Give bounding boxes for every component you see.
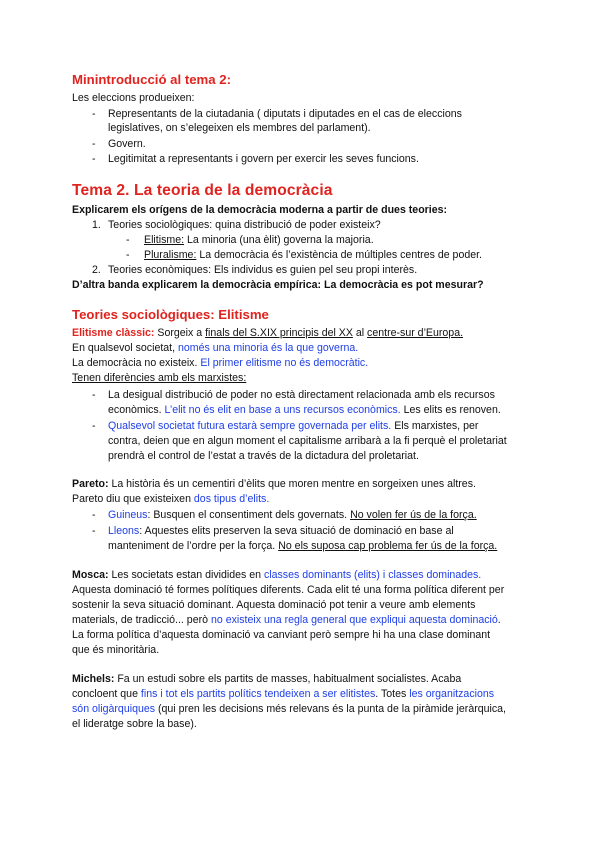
sub-item-elitisme (144, 234, 374, 247)
text-span: . Totes (375, 688, 410, 700)
pareto-label: Pareto: (72, 478, 109, 490)
sub-item-pluralisme (144, 249, 482, 262)
highlight-oligarquiques: són oligàrquiques (72, 703, 156, 715)
bullet-marker: - (92, 420, 96, 432)
text-span: Sorgeix a (154, 327, 206, 339)
intro-item-3: Legitimitat a representants i govern per exercir les seves funcions. (108, 153, 419, 165)
michels-label: Michels: (72, 673, 115, 685)
list-number-2: 2. (92, 264, 101, 276)
text-span: : Aquestes elits preserven la seva situació de dominació en base al (139, 525, 454, 537)
text-span: concloent que (72, 688, 141, 700)
list-number-1: 1. (92, 219, 101, 231)
text-span: Fa un estudi sobre els partits de masses, habitualment socialistes. Acaba (114, 673, 462, 685)
theory-economic: Teories econòmiques: Els individus es guien pel seu propi interès. (108, 264, 418, 276)
elitisme-line-3 (72, 357, 368, 370)
text-span: al (352, 327, 368, 339)
text-span: La història és un cementiri d’èlits que moren mentre en sorgeixen unes altres. (108, 478, 476, 490)
guineus-term: Guineus (108, 509, 148, 521)
pluralisme-term: Pluralisme: (144, 249, 197, 261)
elitisme-b1-line2 (108, 404, 501, 417)
text-span: manteniment de l’ordre per la força. (108, 540, 279, 552)
elitisme-term: Elitisme: (144, 234, 185, 246)
classic-label: Elitisme clàssic: (72, 327, 155, 339)
elitisme-def: La minoria (una èlit) governa la majoria. (184, 234, 374, 246)
classic-region: centre-sur d’Europa. (367, 327, 464, 339)
intro-heading: Minintroducció al tema 2: (72, 72, 232, 87)
highlight-minoria: només una minoria és la que governa. (178, 342, 359, 354)
elitisme-b2-line3: prendrà el control de l’estat a través de la dictadura del proletariat. (108, 450, 419, 462)
guineus-no-forca: No volen fer ús de la força. (350, 509, 477, 521)
bullet-marker: - (92, 389, 96, 401)
michels-line-2 (72, 688, 494, 701)
intro-item-1-line2: legislatives, on s’elegeixen els membres del parlament). (108, 122, 371, 134)
highlight-partits-elitistes: fins i tot els partits polítics tendeixen a ser elitistes (140, 688, 376, 700)
highlight-elit-recursos: L’elit no és elit en base a uns recursos econòmics. (164, 404, 401, 416)
intro-item-2: Govern. (108, 138, 146, 150)
mosca-line-5: La forma política d’aquesta dominació va canviant però sempre hi ha una clase dominant (72, 629, 491, 641)
mosca-line-3: sostenir la seva situació dominant. Aquesta dominació pot tenir a veure amb elements (72, 599, 476, 611)
pareto-lleons-line2 (108, 540, 497, 553)
bullet-marker: - (92, 525, 96, 537)
highlight-organitzacions: les organitzacions (409, 688, 495, 700)
theory-sociological: Teories sociològiques: quina distribució de poder existeix? (108, 219, 381, 231)
michels-line-3 (72, 703, 506, 716)
text-span: Les societats estan dividides en (108, 569, 264, 581)
text-span: . (497, 614, 501, 626)
text-span: Pareto diu que existeixen (72, 493, 194, 505)
elitisme-diff-marxistes: Tenen diferències amb els marxistes: (72, 372, 247, 384)
text-span: : Busquen el consentiment dels governats. (147, 509, 351, 521)
text-span: Les elits es renoven. (400, 404, 501, 416)
lleons-forca: No els suposa cap problema fer ús de la força. (278, 540, 498, 552)
elitisme-classic-line (72, 327, 463, 340)
michels-line-4: el lideratge sobre la base). (72, 718, 197, 730)
elitisme-b2-line2: contra, deien que en algun moment el capitalisme arribarà a la fi perquè el proletariat (108, 435, 507, 447)
classic-period: finals del S.XIX principis del XX (205, 327, 353, 339)
highlight-dos-tipus: dos tipus d’elits. (193, 493, 270, 505)
text-span: La democràcia no existeix. (72, 357, 201, 369)
lleons-term: Lleons (108, 525, 140, 537)
mosca-line-1 (72, 569, 481, 582)
text-span: Els marxistes, per (391, 420, 479, 432)
intro-lead: Les eleccions produeixen: (72, 92, 195, 104)
pareto-line-2 (72, 493, 269, 506)
tema2-intro: Explicarem els orígens de la democràcia moderna a partir de dues teories: (72, 204, 448, 216)
highlight-no-democratic: El primer elitisme no és democràtic. (200, 357, 369, 369)
sub-bullet-marker: - (126, 249, 130, 261)
text-span: (qui pren les decisions més relevans és la punta de la piràmide jeràrquica, (155, 703, 507, 715)
mosca-line-2: Aquesta dominació té formes polítiques diferents. Cada elit té una forma política diferent per (72, 584, 505, 596)
elitisme-b1-line1: La desigual distribució de poder no està directament relacionada amb els recursos (108, 389, 495, 401)
bullet-marker: - (92, 509, 96, 521)
mosca-line-6: que és minoritària. (72, 644, 160, 656)
bullet-marker: - (92, 153, 96, 165)
text-span: econòmics. (108, 404, 165, 416)
highlight-societat-futura: Qualsevol societat futura estarà sempre governada per elits. (108, 420, 392, 432)
pareto-line-1 (72, 478, 476, 491)
michels-line-1 (72, 673, 461, 686)
mosca-label: Mosca: (72, 569, 109, 581)
tema2-closing: D’altra banda explicarem la democràcia empírica: La democràcia es pot mesurar? (72, 279, 484, 291)
pareto-lleons-line1 (108, 525, 454, 538)
elitisme-heading: Teories sociològiques: Elitisme (72, 307, 269, 322)
tema2-heading: Tema 2. La teoria de la democràcia (72, 182, 333, 199)
elitisme-b2-line1 (108, 420, 478, 433)
pareto-guineus (108, 509, 477, 522)
text-span: materials, de tradicció... però (72, 614, 211, 626)
highlight-regla-general: no existeix una regla general que expliqui aquesta dominació (210, 614, 498, 626)
text-span: En qualsevol societat, (72, 342, 178, 354)
sub-bullet-marker: - (126, 234, 130, 246)
mosca-line-4 (72, 614, 501, 627)
pluralisme-def: La democràcia és l’existència de múltiples centres de poder. (196, 249, 483, 261)
bullet-marker: - (92, 108, 96, 120)
intro-item-1-line1: Representants de la ciutadania ( diputats i diputades en el cas de eleccions (108, 108, 462, 120)
highlight-classes: classes dominants (elits) i classes dominades. (263, 569, 482, 581)
elitisme-line-2 (72, 342, 358, 355)
bullet-marker: - (92, 138, 96, 150)
